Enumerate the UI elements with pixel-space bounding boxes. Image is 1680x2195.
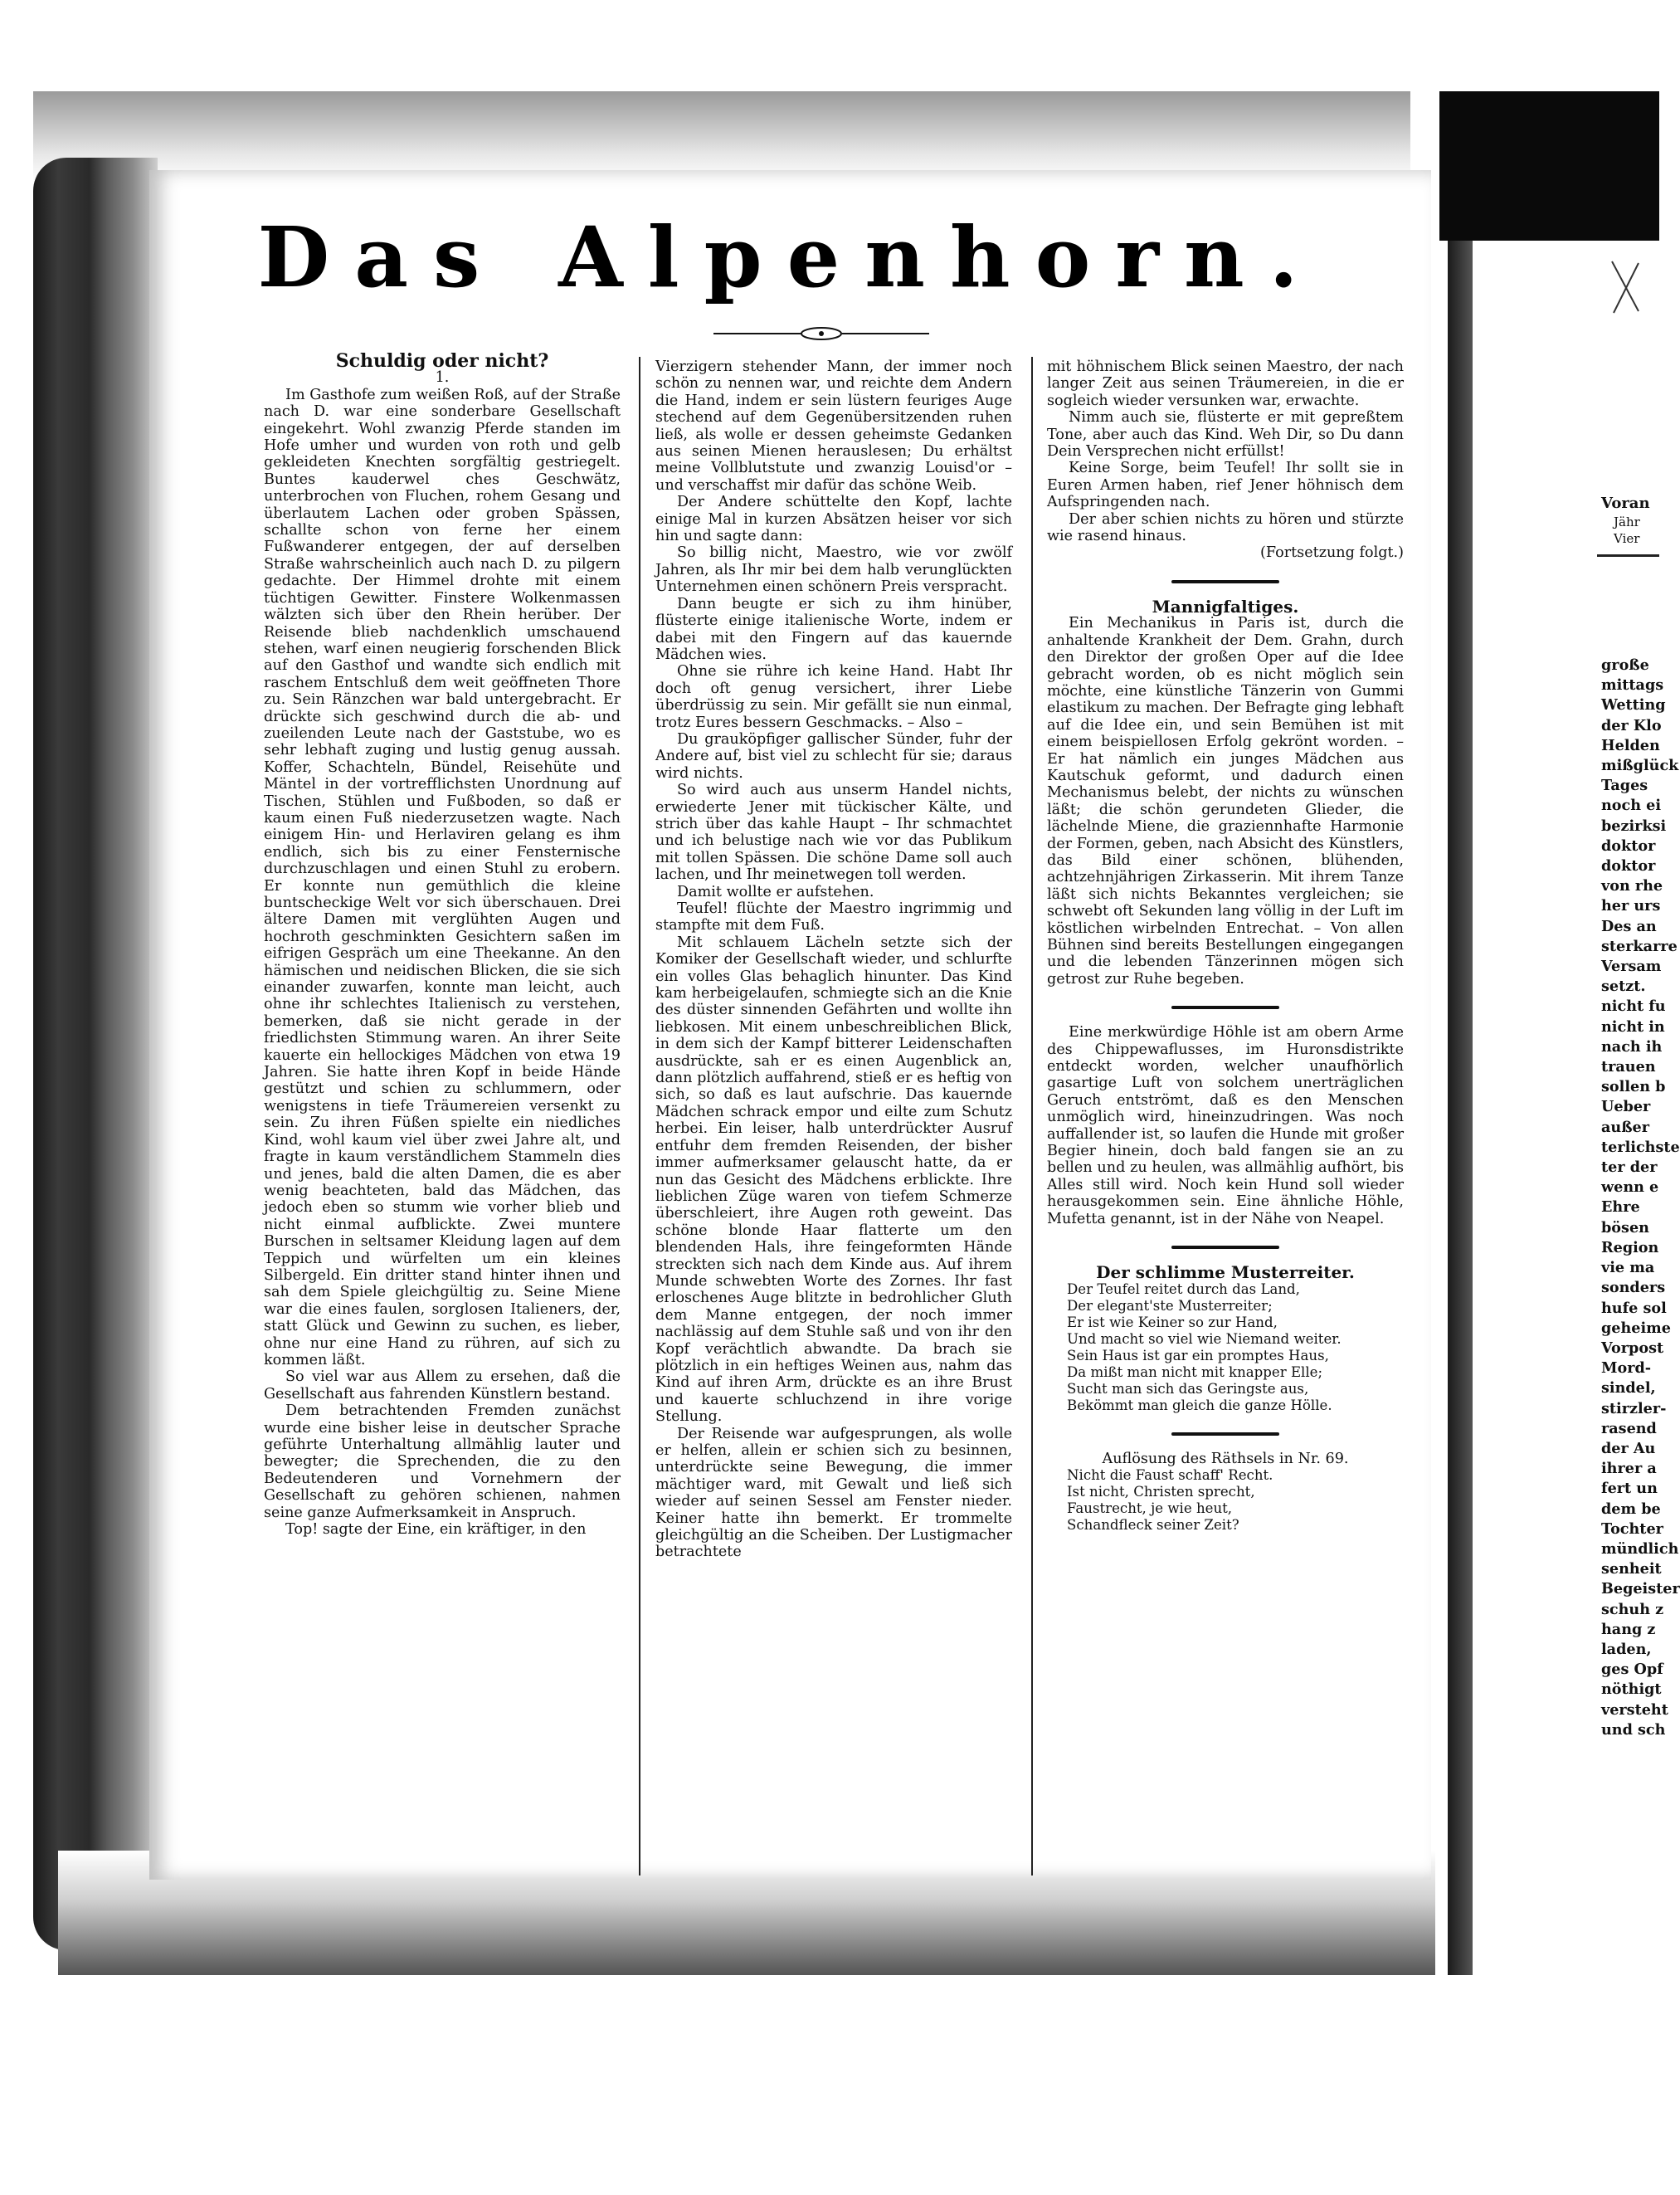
neighbor-page-line: nicht in bbox=[1601, 1017, 1665, 1036]
neighbor-page-line: nöthigt bbox=[1601, 1680, 1662, 1699]
pen-mark-icon bbox=[1605, 253, 1655, 319]
riddle-line: Nicht die Faust schaff' Recht. bbox=[1067, 1466, 1273, 1483]
neighbor-page-rule bbox=[1597, 554, 1659, 557]
neighbor-page-line: noch ei bbox=[1601, 797, 1662, 815]
paragraph: Dann beugte er sich zu ihm hinüber, flüsterte einige italienische Worte, indem er dabei mit den Fingern auf das kauernde Mädchen wies. bbox=[655, 595, 1012, 663]
neighbor-page-line: dem be bbox=[1601, 1500, 1661, 1518]
neighbor-page-line: sonders bbox=[1601, 1279, 1666, 1297]
neighbor-page-line: doktor bbox=[1601, 837, 1656, 855]
neighbor-page-heading: Voran bbox=[1601, 495, 1650, 512]
neighbor-page-line: Tochter bbox=[1601, 1519, 1663, 1538]
neighbor-page-line: Helden bbox=[1601, 736, 1660, 754]
neighbor-page-line: Versam bbox=[1601, 958, 1662, 976]
poem-line: Sein Haus ist gar ein promptes Haus, bbox=[1067, 1347, 1329, 1363]
paragraph: Keine Sorge, beim Teufel! Ihr sollt sie in Euren Armen haben, rief Jener höhnisch dem Aufspringenden nach. bbox=[1047, 460, 1404, 511]
paragraph: Der aber schien nichts zu hören und stürzte wie rasend hinaus. bbox=[1047, 510, 1404, 545]
section-divider bbox=[1171, 1006, 1279, 1009]
scan-dark-corner bbox=[1439, 91, 1659, 241]
neighbor-page-line: von rhe bbox=[1601, 877, 1663, 895]
neighbor-page-text bbox=[1601, 656, 1680, 1740]
paragraph: So wird auch aus unserm Handel nichts, erwiederte Jener mit tückischer Kälte, und strich über das kahle Haupt – Ihr schmachtet und ich belustige nach wie vor das Publikum mit tollen Spässen. Die schöne Dame soll auch lachen, und Ihr meinetwegen toll werden. bbox=[655, 782, 1012, 884]
paragraph: Eine merkwürdige Höhle ist am obern Arme des Chippewaflusses, im Huronsdistrikte entdeckt worden, welcher unaufhörlich gasartige Luft von solchem unerträglichen Geruch entströmt, daß es den Menschen unmöglich wird, hineinzudringen. Was noch auffallender ist, so laufen die Hunde mit großer Begier hinein, doch bald fangen sie an zu bellen und zu heulen, was allmählig aufhört, bis Alles still wird. Noch kein Hund soll wieder herausgekommen sein. Eine ähnliche Höhle, Mufetta genannt, ist in der Nähe von Neapel. bbox=[1047, 1024, 1404, 1227]
scan-shadow-top bbox=[33, 91, 1410, 183]
neighbor-page-line: sterkarre bbox=[1601, 937, 1678, 955]
paragraph: So billig nicht, Maestro, wie vor zwölf Jahren, als Ihr mir bei dem halb verunglückten Unternehmen einen schönern Preis verspracht. bbox=[655, 544, 1012, 596]
neighbor-page-line: bezirksi bbox=[1601, 817, 1667, 835]
neighbor-page-line: außer bbox=[1601, 1118, 1650, 1136]
poem-line: Bekömmt man gleich die ganze Hölle. bbox=[1067, 1397, 1332, 1413]
poem-line: Und macht so viel wie Niemand weiter. bbox=[1067, 1330, 1342, 1347]
neighbor-page-line: Des an bbox=[1601, 917, 1657, 935]
neighbor-page-line: ges Opf bbox=[1601, 1661, 1663, 1679]
paragraph: Der Andere schüttelte den Kopf, lachte einige Mal in kurzen Absätzen heiser vor sich hin und sagte dann: bbox=[655, 494, 1012, 545]
paragraph: Teufel! flüchte der Maestro ingrimmig und stampfte mit dem Fuß. bbox=[655, 900, 1012, 934]
paragraph: Dem betrachtenden Fremden zunächst wurde eine bisher leise in deutscher Sprache geführte Unterhaltung allmählig lauter und bewegter; die Sprechenden, die zu den Bedeutenderen und Vornehmern der Gesellschaft zu gehören schienen, nahmen seine ganze Aufmerksamkeit in Anspruch. bbox=[264, 1402, 621, 1521]
neighbor-page-line: setzt. bbox=[1601, 978, 1646, 996]
neighbor-page-line: trauen bbox=[1601, 1058, 1656, 1076]
neighbor-page-line: schuh z bbox=[1601, 1600, 1664, 1618]
neighbor-page-line: Begeister bbox=[1601, 1580, 1680, 1598]
paragraph: Du grauköpfiger gallischer Sünder, fuhr der Andere auf, bist viel zu schlecht für sie; daraus wird nichts. bbox=[655, 730, 1012, 782]
neighbor-page-line: Ueber bbox=[1601, 1098, 1651, 1116]
neighbor-page-line: der Au bbox=[1601, 1439, 1656, 1457]
poem-line: Der elegant'ste Musterreiter; bbox=[1067, 1297, 1273, 1314]
masthead-title: Das Alpenhorn. bbox=[257, 208, 1323, 306]
column-1 bbox=[264, 350, 621, 1539]
neighbor-page-line: hang z bbox=[1601, 1620, 1656, 1638]
page-edge-shadow bbox=[1448, 241, 1473, 1975]
book-spine bbox=[33, 158, 158, 1950]
poem-title: Der schlimme Musterreiter. bbox=[1096, 1262, 1355, 1283]
riddle-line: Ist nicht, Christen sprecht, bbox=[1067, 1483, 1255, 1500]
column-2 bbox=[655, 359, 1012, 1561]
neighbor-page-line: bösen bbox=[1601, 1218, 1649, 1237]
neighbor-page-line: ihrer a bbox=[1601, 1460, 1657, 1478]
neighbor-page-sub-1: Jähr bbox=[1614, 515, 1640, 529]
neighbor-page-line: terlichste bbox=[1601, 1138, 1680, 1156]
neighbor-page-line: mittags bbox=[1601, 676, 1664, 695]
neighbor-page-line: sindel, bbox=[1601, 1379, 1656, 1397]
neighbor-page-line: nach ih bbox=[1601, 1037, 1663, 1056]
neighbor-page-line: senheit bbox=[1601, 1560, 1662, 1578]
paragraph: Mit schlauem Lächeln setzte sich der Komiker der Gesellschaft wieder, und schlurfte ein volles Glas behaglich hinunter. Das Kind kam herbeigelaufen, schmiegte sich an die Knie des düster sinnenden Gefährten und wollte ihn liebkosen. Mit einem unbeschreiblichen Blick, in dem sich der Kampf bitterer Leidenschaften ausdrückte, sah er es einen Augenblick an, dann plötzlich auffahrend, stieß er es heftig von sich, so daß es laut aufschrie. Das kauernde Mädchen schrack empor und eilte zum Schutz herbei. Ein leiser, halb unterdrückter Ausruf entfuhr dem fremden Reisenden, der bisher immer aufmerksamer gelauscht hatte, da er nun das Gesicht des Mädchens erblickte. Ihre lieblichen Züge waren von tiefem Schmerze überschleiert, ihre Augen roth geweint. Das schöne blonde Haar flatterte um den blendenden Hals, ihre feingeformten Hände streckten sich nach dem Kinde aus. Auf ihrem Munde schwebten Worte des Zornes. Ihr fast erloschenes Auge blitzte in bedrohlicher Gluth dem Manne entgegen, der noch immer nachlässig auf dem Stuhle saß und von ihr den Kopf verächtlich abwandte. Da brach sie plötzlich in ein heftiges Weinen aus, nahm das Kind auf ihren Arm, drückte es an ihre Brust und kauerte schluchzend in ihre vorige Stellung. bbox=[655, 934, 1012, 1426]
neighbor-page-line: wenn e bbox=[1601, 1178, 1659, 1197]
section-divider bbox=[1171, 1432, 1279, 1436]
paragraph: Ohne sie rühre ich keine Hand. Habt Ihr doch oft genug versichert, ihrer Liebe überdrüssig zu sein. Mir gefällt sie nun einmal, trotz Eures bessern Geschmacks. – Also – bbox=[655, 663, 1012, 731]
column-rule-2 bbox=[1031, 357, 1033, 1876]
riddle-solution bbox=[1067, 1467, 1404, 1534]
misc-title: Mannigfaltiges. bbox=[1152, 596, 1299, 617]
neighbor-page-line: Tages bbox=[1601, 777, 1648, 795]
paragraph: Der Reisende war aufgesprungen, als wolle er helfen, allein er schien sich zu besinnen, unterdrückte seine Bewegung, die immer mächtiger ward, mit Gewalt und ließ sich wieder auf seinen Sessel am Fenster nieder. Keiner hatte ihn bemerkt. Er trommelte gleichgültig an die Scheiben. Der Lustigmacher betrachtete bbox=[655, 1425, 1012, 1561]
neighbor-page-line: doktor bbox=[1601, 857, 1656, 876]
column-3 bbox=[1047, 359, 1404, 1534]
poem-line: Da mißt man nicht mit knapper Elle; bbox=[1067, 1363, 1323, 1380]
paragraph: Damit wollte er aufstehen. bbox=[677, 883, 874, 900]
neighbor-page-line: und sch bbox=[1601, 1720, 1666, 1739]
neighbor-page-line: fert un bbox=[1601, 1480, 1658, 1498]
article-part-number: 1. bbox=[435, 369, 450, 387]
neighbor-page-line: her urs bbox=[1601, 897, 1661, 915]
paragraph: Ein Mechanikus in Paris ist, durch die anhaltende Krankheit der Dem. Grahn, durch den Direktor der großen Oper auf die Idee gebracht worden, ob es nicht möglich sein möchte, eine künstliche Tänzerin von Gummi elastikum zu machen. Der Befragte ging lebhaft auf die Idee ein, und sein Bemühen ist mit einem beispiellosen Erfolg gekrönt worden. – Er hat nämlich ein junges Mädchen aus Kautschuk geformt, und dadurch einen Mechanismus belebt, der nichts zu wünschen läßt; die schön gerundeten Glieder, die lächelnde Miene, die graziennhafte Harmonie der Formen, geben, nach Absicht des Künstlers, das Bild einer schönen, blühenden, achtzehnjährigen Zirkasserin. Mit ihrem Tanze läßt sich nichts Bekanntes vergleichen; sie schwebt oft Sekunden lang völlig in der Luft im köstlichen wirbelnden Entrechat. – Von allen Bühnen sind bereits Bestellungen eingegangen und die lebenden Tänzerinnen mögen sich getrost zur Ruhe begeben. bbox=[1047, 615, 1404, 988]
neighbor-page-line: stirzler- bbox=[1601, 1399, 1667, 1417]
neighbor-page-line: mündlich bbox=[1601, 1539, 1679, 1558]
neighbor-page-sub-2: Vier bbox=[1614, 531, 1640, 546]
neighbor-page-line: mißglück bbox=[1601, 757, 1679, 775]
neighbor-page-line: rasend bbox=[1601, 1419, 1657, 1437]
riddle-line: Faustrecht, je wie heut, bbox=[1067, 1500, 1233, 1516]
poem-line: Er ist wie Keiner so zur Hand, bbox=[1067, 1314, 1278, 1330]
paragraph: Im Gasthofe zum weißen Roß, auf der Straße nach D. war eine sonderbare Gesellschaft eingekehrt. Wohl zwanzig Pferde standen im Hofe umher und wurden von roth und gelb gekleideten Knechten sorgfältig gestriegelt. Buntes kauderwel ches Geschwätz, unterbrochen von Fluchen, rohem Gesang und überlautem Lachen oder groben Spässen, schallte schon von ferne her einem Fußwanderer entgegen, der auf derselben Straße wahrscheinlich auch nach D. zu pilgern gedachte. Der Himmel drohte mit einem tüchtigen Gewitter. Finstere Wolkenmassen wälzten sich über den Rhein herüber. Der Reisende blieb nachdenklich umschauend stehen, warf einen neugierig forschenden Blick auf den Gasthof und wandte sich endlich mit raschem Entschluß dem weit geöffneten Thore zu. Sein Ränzchen war bald untergebracht. Er drückte sich geschwind durch die ab- und zueilenden Leute nach der Gaststube, wo es sehr lebhaft zuging und lustig genug aussah. Koffer, Schachteln, Bündel, Reisehüte und Mäntel in der vortrefflichsten Unordnung auf Tischen, Stühlen und Fußboden, so daß er kaum einen Fuß niederzusetzen wagte. Nach einigem Hin- und Herlaviren gelang es ihm endlich, sich bis zu einer Fensternische durchzuschlagen und einen Stuhl zu erobern. Er konnte nun gemüthlich die kleine buntscheckige Welt vor sich überschauen. Drei ältere Damen mit verglühten Augen und hochroth geschminkten Gesichtern saßen im eifrigen Gespräch um eine Theekanne. An den hämischen und neidischen Blicken, die sie sich einander zuwarfen, konnte man leicht, auch ohne ihr schlechtes Italienisch zu verstehen, bemerken, daß sie nicht gerade in der friedlichsten Stimmung waren. An ihrer Seite kauerte ein hellockiges Mädchen von etwa 19 Jahren. Sie hatte ihren Kopf in beide Hände gestützt und schien zu schlummern, oder wenigstens in tiefe Träumereien versenkt zu sein. Zu ihren Füßen spielte ein niedliches Kind, wohl kaum viel über zwei Jahre alt, und fragte in kaum verständlichem Stammeln dies und jenes, bald die alten Damen, die es aber wenig beachteten, bald das Mädchen, das jedoch eben so stumm wie vorher blieb und nicht einmal aufblickte. Zwei muntere Burschen in seltsamer Kleidung lagen auf dem Teppich und würfelten um ein kleines Silbergeld. Ein dritter stand hinter ihnen und sah dem Spiele gleichgültig zu. Seine Miene war die eines faulen, sorglosen Italieners, der, statt Glück und Gewinn zu suchen, es lieber, ohne nur eine Hand zu rühren, auf sich zu kommen läßt. bbox=[264, 386, 621, 1368]
section-divider bbox=[1171, 580, 1279, 583]
masthead-ornament-icon bbox=[713, 325, 929, 342]
poem-line: Der Teufel reitet durch das Land, bbox=[1067, 1280, 1300, 1297]
column-rule-1 bbox=[639, 357, 640, 1876]
paragraph: Vierzigern stehender Mann, der immer noch schön zu nennen war, und reichte dem Andern die Hand, indem er sein lüstern feuriges Auge stechend auf dem Gegenübersitzenden ruhen ließ, als wolle er dessen geheimste Gedanken aus seinen Mienen herauslesen; Du erhältst meine Vollblutstute und zwanzig Louisd'or – und verschaffst mir dafür das schöne Weib. bbox=[655, 359, 1012, 494]
neighbor-page-line: Region bbox=[1601, 1238, 1659, 1256]
continued-note: (Fortsetzung folgt.) bbox=[1260, 544, 1404, 562]
paragraph: Top! sagte der Eine, ein kräftiger, in den bbox=[285, 1521, 587, 1539]
neighbor-page-line: Wetting bbox=[1601, 696, 1666, 715]
neighbor-page-line: der Klo bbox=[1601, 716, 1662, 734]
neighbor-page-line: geheime bbox=[1601, 1319, 1671, 1337]
neighbor-page-line: Ehre bbox=[1601, 1198, 1640, 1217]
paragraph: Nimm auch sie, flüsterte er mit gepreßtem Tone, aber auch das Kind. Weh Dir, so Du dann Dein Versprechen nicht erfüllst! bbox=[1047, 409, 1404, 461]
section-divider bbox=[1171, 1246, 1279, 1249]
neighbor-page-line: Vorpost bbox=[1601, 1339, 1664, 1357]
neighbor-page-line: Mord- bbox=[1601, 1359, 1652, 1378]
poem bbox=[1067, 1281, 1404, 1414]
poem-line: Sucht man sich das Geringste aus, bbox=[1067, 1380, 1309, 1397]
article-title: Schuldig oder nicht? bbox=[335, 350, 549, 372]
neighbor-page-line: nicht fu bbox=[1601, 998, 1666, 1016]
neighbor-page-line: laden, bbox=[1601, 1640, 1652, 1658]
neighbor-page-line: große bbox=[1601, 656, 1649, 674]
paragraph: So viel war aus Allem zu ersehen, daß die Gesellschaft aus fahrenden Künstlern bestand. bbox=[264, 1368, 621, 1402]
neighbor-page-line: hufe sol bbox=[1601, 1299, 1667, 1317]
neighbor-page-line: vie ma bbox=[1601, 1259, 1655, 1277]
neighbor-page-line: versteht bbox=[1601, 1700, 1668, 1719]
riddle-title: Auflösung des Räthsels in Nr. 69. bbox=[1102, 1450, 1349, 1467]
neighbor-page-line: ter der bbox=[1601, 1158, 1658, 1177]
paragraph: mit höhnischem Blick seinen Maestro, der nach langer Zeit aus seinen Träumereien, in die er sogleich wieder versunken war, erwachte. bbox=[1047, 359, 1404, 409]
neighbor-page-line: sollen b bbox=[1601, 1078, 1666, 1096]
riddle-line: Schandfleck seiner Zeit? bbox=[1067, 1516, 1239, 1533]
